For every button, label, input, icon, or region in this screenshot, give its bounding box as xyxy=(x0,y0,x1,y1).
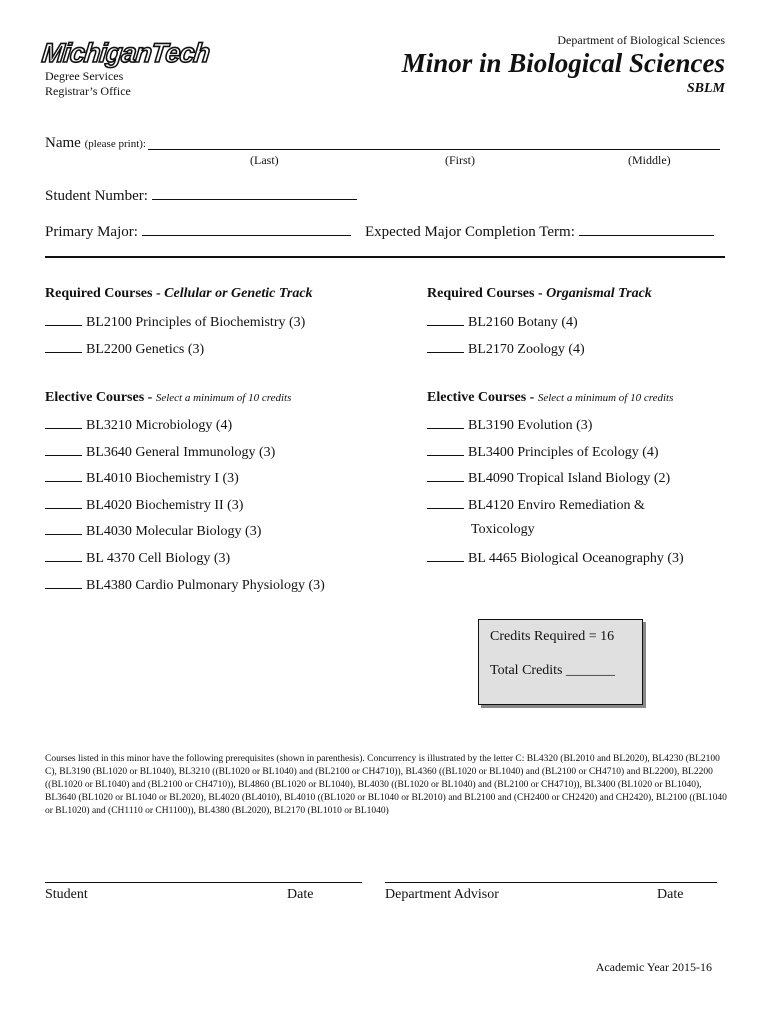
program-code: SBLM xyxy=(686,81,725,96)
check-blank[interactable] xyxy=(45,469,82,482)
course-label: BL4380 Cardio Pulmonary Physiology (3) xyxy=(86,578,325,593)
course-item[interactable] xyxy=(45,496,243,514)
student-date-label: Date xyxy=(287,887,314,902)
course-item[interactable] xyxy=(427,469,670,487)
course-item[interactable] xyxy=(45,469,239,487)
check-blank[interactable] xyxy=(45,576,82,589)
check-blank[interactable] xyxy=(427,469,464,482)
page-title: Minor in Biological Sciences xyxy=(401,48,725,78)
elective-left-heading xyxy=(45,390,291,406)
course-item[interactable] xyxy=(427,443,659,461)
course-label: BL2160 Botany (4) xyxy=(468,315,578,330)
advisor-signature-line[interactable] xyxy=(385,882,717,883)
course-label: BL2100 Principles of Biochemistry (3) xyxy=(86,315,306,330)
completion-term-line[interactable] xyxy=(579,221,714,236)
academic-year: Academic Year 2015-16 xyxy=(595,960,712,974)
course-label: BL4090 Tropical Island Biology (2) xyxy=(468,471,671,486)
course-label: BL4030 Molecular Biology (3) xyxy=(86,524,262,539)
course-item[interactable] xyxy=(45,549,230,567)
advisor-date-label: Date xyxy=(657,887,684,902)
course-label-continued: Toxicology xyxy=(471,522,535,537)
name-underline[interactable] xyxy=(148,149,720,150)
track-name: Cellular or Genetic Track xyxy=(164,286,313,301)
course-item[interactable] xyxy=(45,443,275,461)
name-label: Name xyxy=(45,135,81,151)
department-name: Department of Biological Sciences xyxy=(557,33,725,47)
course-label: BL 4465 Biological Oceanography (3) xyxy=(468,551,684,566)
check-blank[interactable] xyxy=(45,443,82,456)
office-line-1: Degree Services xyxy=(45,69,124,83)
check-blank[interactable] xyxy=(45,313,82,326)
completion-term-field[interactable] xyxy=(365,221,714,241)
credits-required: Credits Required = 16 xyxy=(490,629,615,644)
course-label: BL3190 Evolution (3) xyxy=(468,418,593,433)
check-blank[interactable] xyxy=(427,496,464,509)
primary-major-field[interactable] xyxy=(45,221,351,241)
office-line-2: Registrar’s Office xyxy=(45,84,131,98)
student-number-line[interactable] xyxy=(152,185,357,200)
course-label: BL2200 Genetics (3) xyxy=(86,342,205,357)
check-blank[interactable] xyxy=(427,443,464,456)
name-field[interactable] xyxy=(45,135,146,152)
check-blank[interactable] xyxy=(45,549,82,562)
student-number-field[interactable] xyxy=(45,185,357,205)
first-name-label: (First) xyxy=(445,153,475,167)
total-credits[interactable]: Total Credits _______ xyxy=(490,663,616,678)
check-blank[interactable] xyxy=(427,340,464,353)
check-blank[interactable] xyxy=(427,549,464,562)
elective-heading-text: Elective Courses - xyxy=(45,390,156,405)
student-signature-line[interactable] xyxy=(45,882,362,883)
section-divider xyxy=(45,256,725,258)
course-label: BL2170 Zoology (4) xyxy=(468,342,585,357)
check-blank[interactable] xyxy=(45,522,82,535)
check-blank[interactable] xyxy=(45,496,82,509)
course-label: BL3640 General Immunology (3) xyxy=(86,445,276,460)
required-heading-text: Required Courses - xyxy=(427,286,547,301)
advisor-signature-label: Department Advisor xyxy=(385,887,499,902)
course-item[interactable] xyxy=(45,313,305,331)
name-hint: (please print): xyxy=(84,138,146,150)
course-item[interactable] xyxy=(427,549,684,567)
prerequisites-note: Courses listed in this minor have the following prerequisites (shown in parenthesis). Concurrency is illustrated by the letter C: BL4320 (BL2010 and BL2020), BL4230 (BL2100 C), BL3190 (BL1020 or BL1040), BL3210 ((BL1020 or BL1040) and (BL2100 or CH4710)), BL4360 ((BL1020 or BL1040) and (BL2100 or CH4710) and BL2200), BL2200 ((BL1020 or BL1040) and (BL2100 or CH4710)), BL4860 (BL1020 or BL1040), BL4030 ((BL1020 or BL1040) and (BL2100 or CH4710)), BL3400 (BL1020 or BL1040), BL3640 (BL1020 or BL1040 or BL2020), BL4020 (BL4010), BL4010 ((BL1020 or BL1040 or BL2010) and BL2100 and (CH2400 or CH2420) and CH2420), BL2100 ((BL1040 or BL1020) and (CH1110 or CH1100)), BL4380 (BL2020), BL2170 (BL1010 or BL1040) xyxy=(45,754,727,816)
course-label: BL 4370 Cell Biology (3) xyxy=(86,551,231,566)
elective-heading-text: Elective Courses - xyxy=(427,390,538,405)
student-number-label: Student Number: xyxy=(45,188,148,204)
course-item[interactable] xyxy=(45,340,204,358)
course-item[interactable] xyxy=(427,313,578,331)
required-heading-text: Required Courses - xyxy=(45,286,165,301)
course-item[interactable] xyxy=(45,416,232,434)
required-organismal-heading xyxy=(427,286,652,302)
student-signature-label: Student xyxy=(45,887,88,902)
course-item[interactable] xyxy=(45,576,325,594)
course-label: BL3210 Microbiology (4) xyxy=(86,418,233,433)
credits-box xyxy=(478,619,643,705)
last-name-label: (Last) xyxy=(250,153,279,167)
course-label: BL3400 Principles of Ecology (4) xyxy=(468,445,659,460)
course-item[interactable] xyxy=(45,522,261,540)
course-item[interactable] xyxy=(427,340,585,358)
course-label: BL4020 Biochemistry II (3) xyxy=(86,498,244,513)
track-name: Organismal Track xyxy=(546,286,652,301)
primary-major-line[interactable] xyxy=(142,221,351,236)
middle-name-label: (Middle) xyxy=(628,153,671,167)
primary-major-label: Primary Major: xyxy=(45,224,138,240)
course-item[interactable] xyxy=(427,496,645,514)
required-cellular-heading xyxy=(45,286,313,302)
course-label: BL4010 Biochemistry I (3) xyxy=(86,471,239,486)
elective-right-heading xyxy=(427,390,673,406)
registrar-office xyxy=(45,69,131,99)
elective-note: Select a minimum of 10 credits xyxy=(155,392,292,404)
michigan-tech-logo: MichiganTech xyxy=(40,38,211,68)
check-blank[interactable] xyxy=(427,313,464,326)
completion-term-label: Expected Major Completion Term: xyxy=(365,224,575,240)
course-item[interactable] xyxy=(427,416,592,434)
course-label: BL4120 Enviro Remediation & xyxy=(468,498,645,513)
check-blank[interactable] xyxy=(45,416,82,429)
check-blank[interactable] xyxy=(45,340,82,353)
check-blank[interactable] xyxy=(427,416,464,429)
elective-note: Select a minimum of 10 credits xyxy=(537,392,674,404)
